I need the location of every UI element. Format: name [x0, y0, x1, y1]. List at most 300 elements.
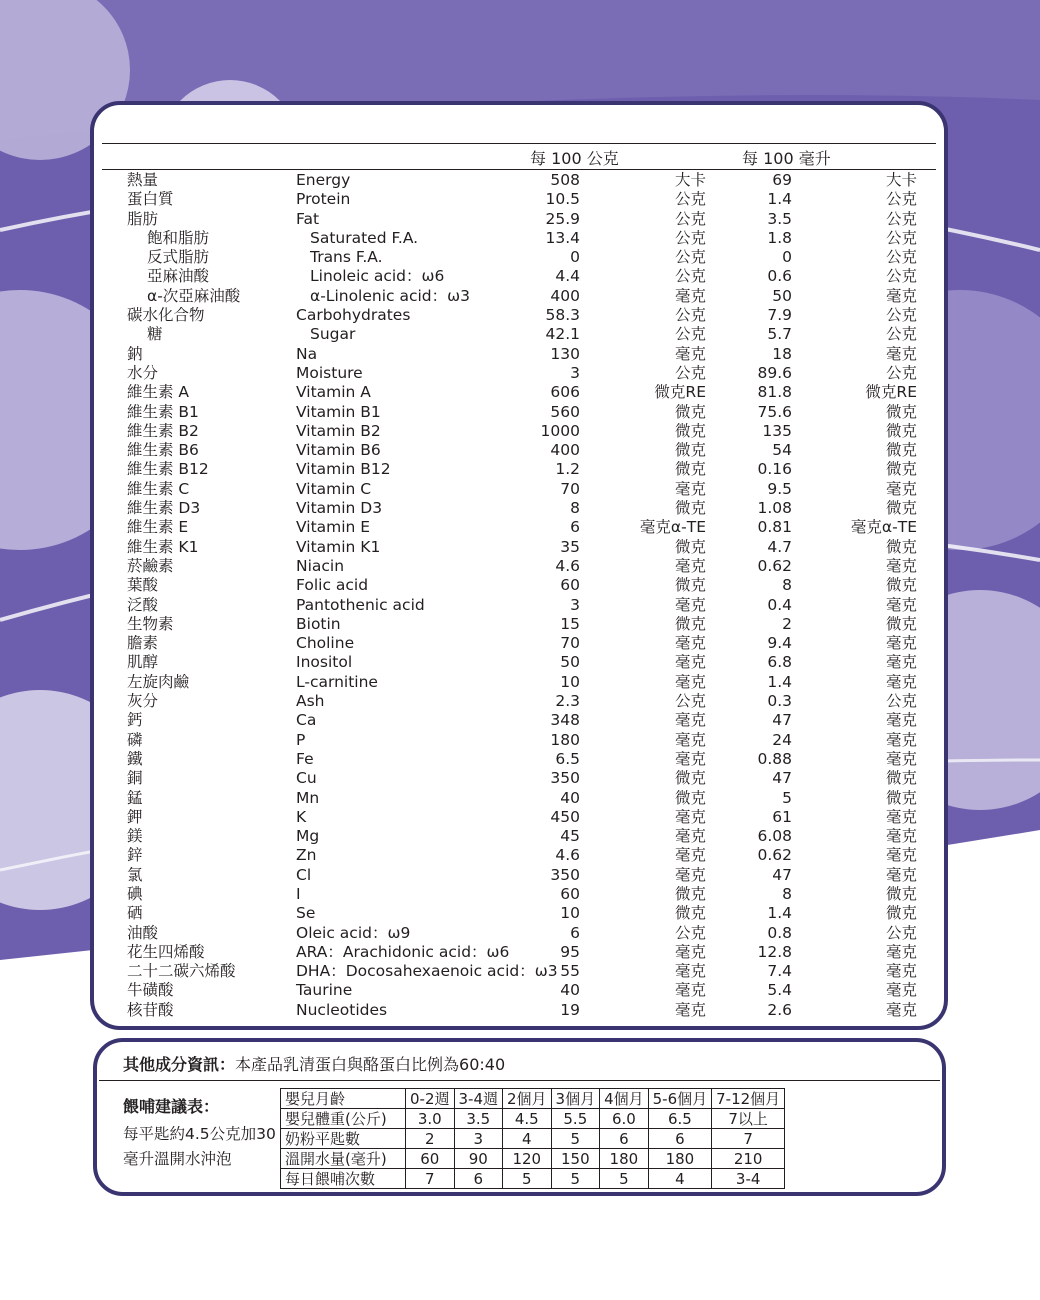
value-per-100ml: 2 — [782, 614, 792, 633]
feeding-row — [281, 1129, 785, 1149]
feeding-cell: 7-12個月 — [712, 1089, 785, 1109]
unit-per-100ml: 微克 — [885, 441, 917, 460]
nutrient-row — [94, 673, 944, 692]
value-per-100ml: 0.3 — [767, 692, 792, 711]
nutrient-name-zh: 鈣 — [127, 711, 143, 730]
nutrient-row — [94, 422, 944, 441]
feeding-cell: 3.0 — [406, 1109, 455, 1129]
nutrient-row — [94, 1001, 944, 1020]
unit-per-100g: 公克 — [674, 692, 706, 711]
nutrient-name-zh: 飽和脂肪 — [147, 228, 210, 247]
nutrient-name-zh: 生物素 — [127, 614, 174, 633]
nutrient-row — [94, 345, 944, 364]
value-per-100g: 4.6 — [555, 556, 580, 575]
feeding-cell: 5.5 — [551, 1109, 600, 1129]
unit-per-100ml: 微克 — [885, 576, 917, 595]
nutrient-row — [94, 943, 944, 962]
nutrient-name-en: Zn — [296, 846, 317, 865]
unit-per-100ml: 微克 — [885, 769, 917, 788]
nutrient-name-en: Linoleic acid：ω6 — [310, 267, 445, 286]
nutrient-name-en: Cl — [296, 865, 312, 884]
unit-per-100g: 毫克 — [674, 556, 706, 575]
unit-per-100g: 毫克 — [674, 286, 706, 305]
nutrient-name-en: DHA：Docosahexaenoic acid：ω3 — [296, 962, 558, 981]
nutrient-row — [94, 557, 944, 576]
value-per-100ml: 7.9 — [767, 306, 792, 325]
unit-per-100g: 微克 — [674, 537, 706, 556]
nutrient-name-zh: 維生素 E — [127, 518, 189, 537]
feeding-row-label: 嬰兒體重(公斤) — [281, 1109, 406, 1129]
value-per-100g: 60 — [560, 576, 580, 595]
nutrient-row — [94, 248, 944, 267]
nutrient-row — [94, 981, 944, 1000]
value-per-100ml: 50 — [772, 286, 792, 305]
value-per-100g: 8 — [570, 499, 580, 518]
value-per-100ml: 0 — [782, 248, 792, 267]
nutrient-row — [94, 267, 944, 286]
unit-per-100ml: 微克 — [885, 402, 917, 421]
unit-per-100ml: 毫克 — [885, 749, 917, 768]
nutrient-name-en: Ca — [296, 711, 317, 730]
unit-per-100g: 毫克 — [674, 634, 706, 653]
unit-per-100g: 毫克 — [674, 865, 706, 884]
feeding-cell: 210 — [712, 1149, 785, 1169]
value-per-100ml: 47 — [772, 769, 792, 788]
nutrient-row — [94, 827, 944, 846]
unit-per-100ml: 毫克 — [885, 286, 917, 305]
unit-per-100ml: 毫克 — [885, 846, 917, 865]
feeding-cell: 3個月 — [551, 1089, 600, 1109]
nutrient-name-zh: 維生素 B1 — [127, 402, 199, 421]
unit-per-100ml: 毫克 — [885, 1000, 917, 1019]
unit-per-100ml: 微克 — [885, 421, 917, 440]
unit-per-100g: 公克 — [674, 363, 706, 382]
unit-per-100ml: 毫克 — [885, 344, 917, 363]
nutrient-name-en: Se — [296, 904, 316, 923]
unit-per-100ml: 毫克 — [885, 711, 917, 730]
value-per-100ml: 47 — [772, 711, 792, 730]
value-per-100ml: 5.4 — [767, 981, 792, 1000]
feeding-cell: 3-4 — [712, 1169, 785, 1189]
unit-per-100ml: 微克RE — [865, 383, 917, 402]
unit-per-100g: 微克 — [674, 421, 706, 440]
value-per-100g: 70 — [560, 634, 580, 653]
value-per-100ml: 1.4 — [767, 672, 792, 691]
value-per-100ml: 6.08 — [757, 827, 792, 846]
unit-per-100g: 微克 — [674, 460, 706, 479]
nutrient-name-en: Vitamin B12 — [296, 460, 391, 479]
nutrient-name-zh: 磷 — [127, 730, 143, 749]
feeding-cell: 150 — [551, 1149, 600, 1169]
nutrient-name-en: Vitamin E — [296, 518, 371, 537]
unit-per-100g: 毫克 — [674, 1000, 706, 1019]
unit-per-100g: 微克 — [674, 576, 706, 595]
unit-per-100ml: 毫克 — [885, 595, 917, 614]
unit-per-100g: 毫克 — [674, 962, 706, 981]
feeding-row-label: 溫開水量(毫升) — [281, 1149, 406, 1169]
unit-per-100ml: 公克 — [885, 267, 917, 286]
value-per-100g: 348 — [550, 711, 580, 730]
unit-per-100g: 毫克 — [674, 595, 706, 614]
value-per-100g: 400 — [550, 286, 580, 305]
value-per-100ml: 5.7 — [767, 325, 792, 344]
nutrient-name-zh: 菸鹼素 — [127, 556, 174, 575]
value-per-100ml: 0.6 — [767, 267, 792, 286]
value-per-100g: 70 — [560, 479, 580, 498]
value-per-100g: 15 — [560, 614, 580, 633]
unit-per-100ml: 微克 — [885, 460, 917, 479]
nutrient-name-zh: 維生素 B12 — [127, 460, 209, 479]
value-per-100ml: 47 — [772, 865, 792, 884]
value-per-100g: 180 — [550, 730, 580, 749]
nutrient-row — [94, 383, 944, 402]
value-per-100g: 10 — [560, 672, 580, 691]
value-per-100g: 350 — [550, 865, 580, 884]
feeding-cell: 4 — [648, 1169, 712, 1189]
nutrient-row — [94, 789, 944, 808]
feeding-row-label: 每日餵哺次數 — [281, 1169, 406, 1189]
other-info-text: 本產品乳清蛋白與酪蛋白比例為60:40 — [235, 1055, 506, 1074]
nutrient-name-en: Fe — [296, 749, 314, 768]
unit-per-100ml: 公克 — [885, 325, 917, 344]
unit-per-100ml: 毫克 — [885, 653, 917, 672]
nutrient-name-zh: 泛酸 — [127, 595, 159, 614]
unit-per-100g: 毫克 — [674, 942, 706, 961]
feeding-cell: 90 — [454, 1149, 503, 1169]
value-per-100ml: 1.4 — [767, 904, 792, 923]
nutrient-name-en: Oleic acid：ω9 — [296, 923, 411, 942]
unit-per-100ml: 公克 — [885, 248, 917, 267]
header-rule-top — [102, 143, 936, 144]
nutrient-name-zh: 氯 — [127, 865, 143, 884]
feeding-row — [281, 1089, 785, 1109]
value-per-100ml: 61 — [772, 807, 792, 826]
feeding-cell: 2個月 — [503, 1089, 552, 1109]
nutrient-name-en: Inositol — [296, 653, 353, 672]
feeding-title: 餵哺建議表： — [123, 1097, 220, 1116]
unit-per-100ml: 微克 — [885, 884, 917, 903]
nutrient-row — [94, 692, 944, 711]
value-per-100g: 4.4 — [555, 267, 580, 286]
nutrient-row — [94, 499, 944, 518]
nutrient-name-en: Vitamin A — [296, 383, 371, 402]
nutrient-row — [94, 190, 944, 209]
unit-per-100g: 毫克 — [674, 672, 706, 691]
unit-per-100ml: 微克 — [885, 788, 917, 807]
nutrient-name-zh: 錳 — [127, 788, 143, 807]
nutrient-name-zh: 維生素 B2 — [127, 421, 199, 440]
value-per-100g: 450 — [550, 807, 580, 826]
feeding-cell: 6 — [648, 1129, 712, 1149]
unit-per-100ml: 公克 — [885, 209, 917, 228]
nutrient-row — [94, 711, 944, 730]
feeding-cell: 5-6個月 — [648, 1089, 712, 1109]
feeding-cell: 7 — [406, 1169, 455, 1189]
nutrient-row — [94, 653, 944, 672]
feeding-cell: 5 — [551, 1169, 600, 1189]
value-per-100ml: 0.16 — [757, 460, 792, 479]
feeding-cell: 2 — [406, 1129, 455, 1149]
value-per-100g: 3 — [570, 363, 580, 382]
unit-per-100ml: 公克 — [885, 228, 917, 247]
nutrient-name-zh: 維生素 D3 — [127, 499, 201, 518]
nutrient-row — [94, 866, 944, 885]
unit-per-100ml: 毫克 — [885, 634, 917, 653]
nutrient-row — [94, 885, 944, 904]
nutrient-name-en: P — [296, 730, 306, 749]
unit-per-100g: 毫克 — [674, 479, 706, 498]
nutrient-name-en: Vitamin B6 — [296, 441, 381, 460]
nutrient-name-en: Protein — [296, 190, 351, 209]
value-per-100ml: 89.6 — [757, 363, 792, 382]
nutrient-name-zh: 鐵 — [127, 749, 143, 768]
unit-per-100g: 微克 — [674, 884, 706, 903]
value-per-100ml: 4.7 — [767, 537, 792, 556]
other-info-line — [123, 1052, 505, 1075]
nutrient-name-en: Na — [296, 344, 318, 363]
nutrient-name-zh: 鈉 — [127, 344, 143, 363]
unit-per-100ml: 微克 — [885, 614, 917, 633]
feeding-cell: 5 — [600, 1169, 649, 1189]
value-per-100ml: 9.4 — [767, 634, 792, 653]
nutrient-row — [94, 403, 944, 422]
unit-per-100g: 微克 — [674, 769, 706, 788]
nutrient-row — [94, 480, 944, 499]
nutrient-name-en: Trans F.A. — [310, 248, 383, 267]
unit-per-100g: 微克 — [674, 499, 706, 518]
value-per-100ml: 18 — [772, 344, 792, 363]
nutrient-name-zh: 亞麻油酸 — [147, 267, 210, 286]
value-per-100g: 3 — [570, 595, 580, 614]
nutrient-name-zh: 蛋白質 — [127, 190, 174, 209]
unit-per-100g: 大卡 — [674, 171, 706, 189]
nutrient-row — [94, 538, 944, 557]
unit-per-100g: 毫克 — [674, 711, 706, 730]
value-per-100ml: 0.88 — [757, 749, 792, 768]
unit-per-100g: 毫克 — [674, 807, 706, 826]
feeding-cell: 4個月 — [600, 1089, 649, 1109]
value-per-100g: 400 — [550, 441, 580, 460]
unit-per-100ml: 毫克α-TE — [850, 518, 917, 537]
feeding-cell: 6 — [600, 1129, 649, 1149]
nutrient-name-zh: 灰分 — [127, 692, 159, 711]
nutrient-name-en: ARA：Arachidonic acid：ω6 — [296, 942, 510, 961]
unit-per-100ml: 微克 — [885, 904, 917, 923]
nutrient-row — [94, 634, 944, 653]
nutrient-name-en: Fat — [296, 209, 320, 228]
unit-per-100ml: 微克 — [885, 499, 917, 518]
nutrient-row — [94, 210, 944, 229]
nutrient-name-en: α-Linolenic acid：ω3 — [310, 286, 470, 305]
unit-per-100ml: 毫克 — [885, 827, 917, 846]
nutrient-list — [94, 171, 944, 1020]
value-per-100g: 35 — [560, 537, 580, 556]
unit-per-100ml: 公克 — [885, 923, 917, 942]
feeding-cell: 6.0 — [600, 1109, 649, 1129]
nutrient-row — [94, 731, 944, 750]
per-100ml-header: 每 100 毫升 — [742, 149, 831, 168]
feeding-row — [281, 1109, 785, 1129]
unit-per-100g: 微克 — [674, 402, 706, 421]
nutrient-name-en: Mg — [296, 827, 320, 846]
value-per-100g: 6 — [570, 923, 580, 942]
nutrient-row — [94, 287, 944, 306]
unit-per-100ml: 公克 — [885, 692, 917, 711]
nutrient-name-en: Choline — [296, 634, 355, 653]
nutrient-name-en: Vitamin D3 — [296, 499, 383, 518]
feeding-cell: 7以上 — [712, 1109, 785, 1129]
nutrient-name-en: Folic acid — [296, 576, 369, 595]
nutrient-row — [94, 924, 944, 943]
feeding-cell: 3-4週 — [454, 1089, 503, 1109]
nutrient-row — [94, 962, 944, 981]
feeding-cell: 4 — [503, 1129, 552, 1149]
value-per-100g: 130 — [550, 344, 580, 363]
unit-per-100g: 毫克 — [674, 827, 706, 846]
nutrient-name-zh: 硒 — [127, 904, 143, 923]
unit-per-100g: 毫克α-TE — [639, 518, 706, 537]
value-per-100ml: 54 — [772, 441, 792, 460]
value-per-100g: 45 — [560, 827, 580, 846]
value-per-100ml: 135 — [762, 421, 792, 440]
value-per-100g: 2.3 — [555, 692, 580, 711]
feeding-note: 每平匙約4.5公克加30毫升溫開水沖泡 — [123, 1125, 276, 1168]
feeding-cell: 120 — [503, 1149, 552, 1169]
value-per-100ml: 0.62 — [757, 846, 792, 865]
value-per-100g: 606 — [550, 383, 580, 402]
value-per-100g: 60 — [560, 884, 580, 903]
unit-per-100ml: 毫克 — [885, 479, 917, 498]
nutrient-name-en: Vitamin B2 — [296, 421, 381, 440]
unit-per-100g: 毫克 — [674, 344, 706, 363]
nutrient-name-en: Energy — [296, 171, 351, 189]
value-per-100ml: 1.8 — [767, 228, 792, 247]
nutrient-name-zh: 核苷酸 — [127, 1000, 174, 1019]
nutrient-name-en: Niacin — [296, 556, 345, 575]
unit-per-100g: 公克 — [674, 248, 706, 267]
value-per-100g: 25.9 — [545, 209, 580, 228]
value-per-100g: 40 — [560, 981, 580, 1000]
nutrient-row — [94, 171, 944, 190]
unit-per-100ml: 毫克 — [885, 865, 917, 884]
nutrient-name-zh: 碘 — [127, 884, 143, 903]
nutrient-name-en: Mn — [296, 788, 320, 807]
unit-per-100g: 毫克 — [674, 653, 706, 672]
value-per-100g: 58.3 — [545, 306, 580, 325]
nutrient-row — [94, 306, 944, 325]
value-per-100ml: 75.6 — [757, 402, 792, 421]
feeding-cell: 7 — [712, 1129, 785, 1149]
value-per-100ml: 0.8 — [767, 923, 792, 942]
feeding-row-label: 嬰兒月齡 — [281, 1089, 406, 1109]
nutrient-name-en: Ash — [296, 692, 325, 711]
nutrient-name-en: K — [296, 807, 307, 826]
feeding-row — [281, 1169, 785, 1189]
nutrient-name-en: Pantothenic acid — [296, 595, 425, 614]
unit-per-100ml: 毫克 — [885, 556, 917, 575]
nutrient-name-zh: 鎂 — [127, 827, 143, 846]
nutrition-facts-panel — [90, 101, 948, 1030]
nutrient-name-zh: 糖 — [147, 325, 163, 344]
unit-per-100ml: 毫克 — [885, 807, 917, 826]
nutrient-name-en: L-carnitine — [296, 672, 378, 691]
value-per-100g: 6.5 — [555, 749, 580, 768]
unit-per-100ml: 大卡 — [885, 171, 917, 189]
unit-per-100g: 公克 — [674, 209, 706, 228]
unit-per-100g: 公克 — [674, 306, 706, 325]
feeding-cell: 5 — [503, 1169, 552, 1189]
unit-per-100g: 毫克 — [674, 730, 706, 749]
nutrient-name-zh: 花生四烯酸 — [127, 942, 205, 961]
nutrient-name-zh: 左旋肉鹼 — [127, 672, 190, 691]
unit-per-100ml: 公克 — [885, 306, 917, 325]
value-per-100g: 6 — [570, 518, 580, 537]
feeding-cell: 6.5 — [648, 1109, 712, 1129]
feeding-cell: 6 — [454, 1169, 503, 1189]
value-per-100ml: 81.8 — [757, 383, 792, 402]
feeding-table — [280, 1088, 785, 1189]
feeding-cell: 0-2週 — [406, 1089, 455, 1109]
nutrient-name-zh: 鉀 — [127, 807, 143, 826]
value-per-100ml: 24 — [772, 730, 792, 749]
value-per-100ml: 1.4 — [767, 190, 792, 209]
feeding-cell: 3.5 — [454, 1109, 503, 1129]
nutrient-name-en: Sugar — [310, 325, 356, 344]
unit-per-100g: 微克 — [674, 614, 706, 633]
nutrient-row — [94, 904, 944, 923]
unit-per-100ml: 微克 — [885, 537, 917, 556]
unit-per-100g: 微克RE — [654, 383, 706, 402]
unit-per-100g: 微克 — [674, 904, 706, 923]
nutrient-row — [94, 596, 944, 615]
nutrient-name-zh: 反式脂肪 — [147, 248, 210, 267]
unit-per-100ml: 公克 — [885, 190, 917, 209]
nutrient-name-en: Cu — [296, 769, 317, 788]
nutrient-name-en: I — [296, 884, 301, 903]
value-per-100ml: 0.81 — [757, 518, 792, 537]
per-100g-header: 每 100 公克 — [530, 149, 619, 168]
nutrient-row — [94, 364, 944, 383]
nutrient-name-zh: 銅 — [127, 769, 143, 788]
value-per-100ml: 69 — [772, 171, 792, 189]
value-per-100g: 95 — [560, 942, 580, 961]
value-per-100ml: 3.5 — [767, 209, 792, 228]
unit-per-100g: 公克 — [674, 267, 706, 286]
nutrient-row — [94, 229, 944, 248]
nutrient-row — [94, 750, 944, 769]
feeding-row — [281, 1149, 785, 1169]
unit-per-100g: 公克 — [674, 228, 706, 247]
unit-per-100ml: 毫克 — [885, 730, 917, 749]
unit-per-100ml: 毫克 — [885, 672, 917, 691]
nutrient-name-zh: 油酸 — [127, 923, 159, 942]
value-per-100g: 19 — [560, 1000, 580, 1019]
nutrient-name-zh: α-次亞麻油酸 — [147, 286, 241, 305]
feeding-cell: 4.5 — [503, 1109, 552, 1129]
value-per-100g: 10 — [560, 904, 580, 923]
nutrient-name-zh: 鋅 — [127, 846, 143, 865]
value-per-100ml: 0.62 — [757, 556, 792, 575]
nutrient-name-zh: 肌醇 — [127, 653, 159, 672]
value-per-100g: 350 — [550, 769, 580, 788]
nutrient-row — [94, 808, 944, 827]
other-info-title: 其他成分資訊： — [123, 1055, 236, 1074]
header-rule-bottom — [102, 169, 936, 170]
nutrient-name-zh: 二十二碳六烯酸 — [127, 962, 236, 981]
unit-per-100ml: 公克 — [885, 363, 917, 382]
unit-per-100ml: 毫克 — [885, 942, 917, 961]
nutrient-name-zh: 維生素 K1 — [127, 537, 199, 556]
